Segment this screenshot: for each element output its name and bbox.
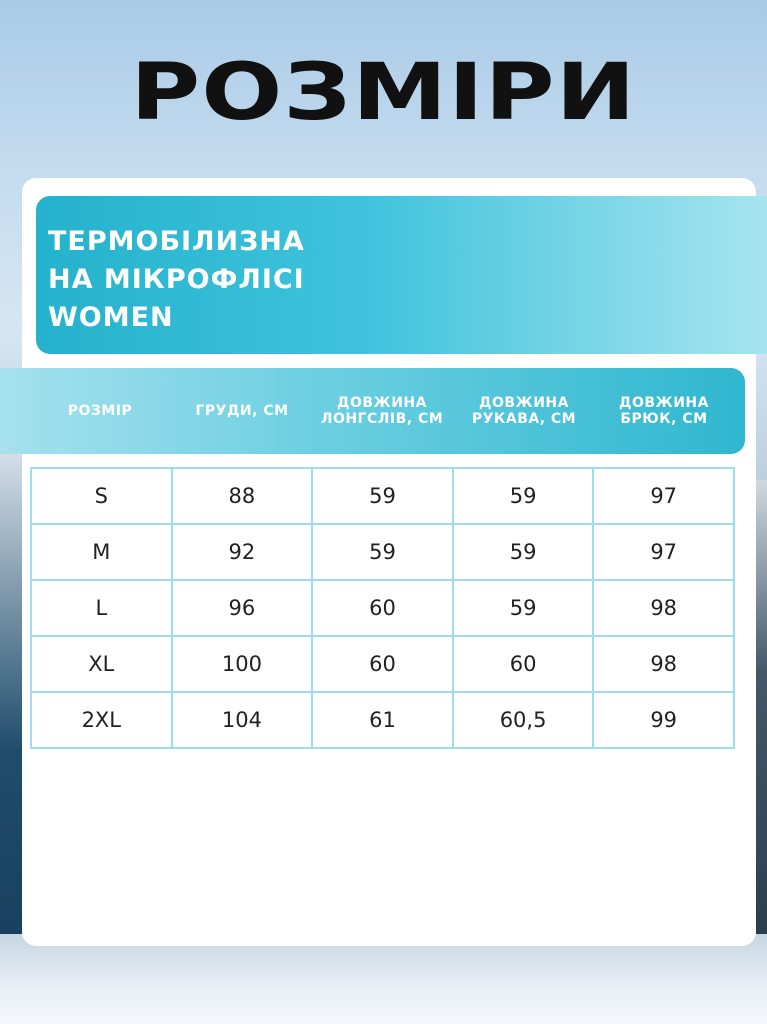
column-header-longsleeve-length: ДОВЖИНА ЛОНГСЛІВ, СМ xyxy=(320,395,444,427)
table-row xyxy=(31,524,734,580)
table-cell-chest: 92 xyxy=(172,524,313,580)
table-cell-size: S xyxy=(31,468,172,524)
table-row xyxy=(31,468,734,524)
table-cell-chest: 88 xyxy=(172,468,313,524)
table-cell-chest: 96 xyxy=(172,580,313,636)
table-cell-size: 2XL xyxy=(31,692,172,748)
table-cell-pants-length: 98 xyxy=(593,636,734,692)
column-header-pants-length: ДОВЖИНА БРЮК, СМ xyxy=(619,395,709,427)
table-cell-pants-length: 97 xyxy=(593,468,734,524)
product-title-line-2: НА МІКРОФЛІСІ xyxy=(48,264,305,295)
table-cell-sleeve-length: 59 xyxy=(453,580,594,636)
column-header-sleeve-length: ДОВЖИНА РУКАВА, СМ xyxy=(471,395,577,427)
table-cell-chest: 100 xyxy=(172,636,313,692)
table-cell-pants-length: 99 xyxy=(593,692,734,748)
product-title-line-3: WOMEN xyxy=(48,302,174,333)
size-table xyxy=(30,467,735,749)
column-header-size: РОЗМІР xyxy=(67,403,133,419)
table-row xyxy=(31,580,734,636)
table-cell-longsleeve-length: 61 xyxy=(312,692,453,748)
product-title-line-1: ТЕРМОБІЛИЗНА xyxy=(48,226,305,257)
table-cell-pants-length: 97 xyxy=(593,524,734,580)
table-cell-size: M xyxy=(31,524,172,580)
table-cell-chest: 104 xyxy=(172,692,313,748)
column-header-chest: ГРУДИ, СМ xyxy=(195,403,289,419)
table-cell-longsleeve-length: 59 xyxy=(312,524,453,580)
table-cell-pants-length: 98 xyxy=(593,580,734,636)
table-cell-sleeve-length: 59 xyxy=(453,468,594,524)
table-cell-longsleeve-length: 60 xyxy=(312,580,453,636)
table-cell-longsleeve-length: 59 xyxy=(312,468,453,524)
table-cell-sleeve-length: 60,5 xyxy=(453,692,594,748)
table-cell-sleeve-length: 60 xyxy=(453,636,594,692)
table-cell-sleeve-length: 59 xyxy=(453,524,594,580)
table-row xyxy=(31,636,734,692)
background-snow xyxy=(0,934,767,1024)
table-cell-longsleeve-length: 60 xyxy=(312,636,453,692)
table-row xyxy=(31,692,734,748)
table-cell-size: L xyxy=(31,580,172,636)
page-title: РОЗМІРИ xyxy=(130,48,637,138)
table-cell-size: XL xyxy=(31,636,172,692)
